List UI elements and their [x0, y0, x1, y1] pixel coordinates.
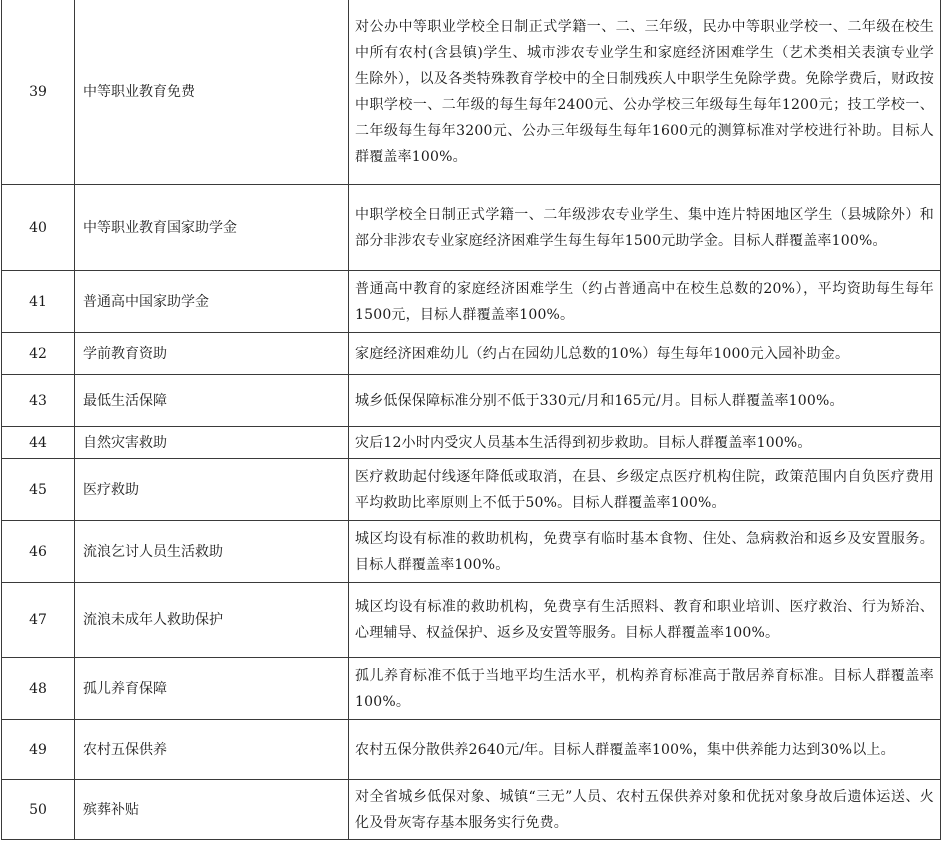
table-row [2, 521, 941, 583]
row-number: 45 [2, 459, 75, 521]
table-row [2, 333, 941, 375]
row-number: 50 [2, 780, 75, 840]
row-number: 48 [2, 658, 75, 720]
table-row [2, 658, 941, 720]
service-description [349, 0, 941, 185]
table-row [2, 185, 941, 271]
description-text: 农村五保分散供养2640元/年。目标人群覆盖率100%，集中供养能力达到30%以上。 [355, 741, 895, 758]
service-description [349, 459, 941, 521]
services-table [1, 0, 941, 840]
service-description [349, 427, 941, 459]
table-row [2, 780, 941, 840]
table-row [2, 375, 941, 427]
service-name: 学前教育资助 [75, 333, 349, 375]
service-description [349, 185, 941, 271]
description-text: 家庭经济困难幼儿（约占在园幼儿总数的10%）每生每年1000元入园补助金。 [355, 345, 850, 362]
row-number: 39 [2, 0, 75, 185]
service-description [349, 780, 941, 840]
service-name: 中等职业教育免费 [75, 0, 349, 185]
description-text: 普通高中教育的家庭经济困难学生（约占普通高中在校生总数的20%），平均资助每生每年1500元，目标人群覆盖率100%。 [355, 280, 934, 323]
service-name: 最低生活保障 [75, 375, 349, 427]
description-text: 灾后12小时内受灾人员基本生活得到初步救助。目标人群覆盖率100%。 [355, 434, 812, 451]
row-number: 40 [2, 185, 75, 271]
service-name: 流浪乞讨人员生活救助 [75, 521, 349, 583]
service-name: 普通高中国家助学金 [75, 271, 349, 333]
row-number: 43 [2, 375, 75, 427]
table-row [2, 720, 941, 780]
service-name: 流浪未成年人救助保护 [75, 583, 349, 658]
row-number: 46 [2, 521, 75, 583]
service-name: 自然灾害救助 [75, 427, 349, 459]
service-name: 殡葬补贴 [75, 780, 349, 840]
table-row [2, 583, 941, 658]
service-description [349, 583, 941, 658]
service-description [349, 720, 941, 780]
service-name: 农村五保供养 [75, 720, 349, 780]
row-number: 47 [2, 583, 75, 658]
table-row [2, 0, 941, 185]
description-text: 对公办中等职业学校全日制正式学籍一、二、三年级，民办中等职业学校一、二年级在校生中所有农村(含县镇)学生、城市涉农专业学生和家庭经济困难学生（艺术类相关表演专业学生除外），以及各类特殊教育学校中的全日制残疾人中职学生免除学费。免除学费后，财政按中职学校一、二年级的每生每年2400元、公办学校三年级每生每年1200元；技工学校一、二年级每生每年3200元、公办三年级每生每年1600元的测算标准对学校进行补助。目标人群覆盖率100%。 [355, 19, 934, 165]
description-text: 医疗救助起付线逐年降低或取消，在县、乡级定点医疗机构住院，政策范围内自负医疗费用平均救助比率原则上不低于50%。目标人群覆盖率100%。 [355, 468, 934, 511]
description-text: 孤儿养育标准不低于当地平均生活水平，机构养育标准高于散居养育标准。目标人群覆盖率100%。 [355, 667, 934, 710]
row-number: 42 [2, 333, 75, 375]
service-description [349, 333, 941, 375]
service-description [349, 521, 941, 583]
row-number: 41 [2, 271, 75, 333]
service-name: 孤儿养育保障 [75, 658, 349, 720]
table-row [2, 271, 941, 333]
row-number: 44 [2, 427, 75, 459]
service-name: 中等职业教育国家助学金 [75, 185, 349, 271]
service-description [349, 658, 941, 720]
description-text: 城区均设有标准的救助机构，免费享有临时基本食物、住处、急病救治和返乡及安置服务。目标人群覆盖率100%。 [355, 530, 934, 573]
service-description [349, 271, 941, 333]
table-row [2, 427, 941, 459]
description-text: 中职学校全日制正式学籍一、二年级涉农专业学生、集中连片特困地区学生（县城除外）和部分非涉农专业家庭经济困难学生每生每年1500元助学金。目标人群覆盖率100%。 [355, 206, 934, 249]
description-text: 城乡低保保障标准分别不低于330元/月和165元/月。目标人群覆盖率100%。 [355, 392, 844, 409]
service-description [349, 375, 941, 427]
description-text: 城区均设有标准的救助机构，免费享有生活照料、教育和职业培训、医疗救治、行为矫治、心理辅导、权益保护、返乡及安置等服务。目标人群覆盖率100%。 [355, 599, 934, 641]
row-number: 49 [2, 720, 75, 780]
service-name: 医疗救助 [75, 459, 349, 521]
description-text: 对全省城乡低保对象、城镇“三无”人员、农村五保供养对象和优抚对象身故后遗体运送、火化及骨灰寄存基本服务实行免费。 [355, 788, 934, 831]
table-row [2, 459, 941, 521]
